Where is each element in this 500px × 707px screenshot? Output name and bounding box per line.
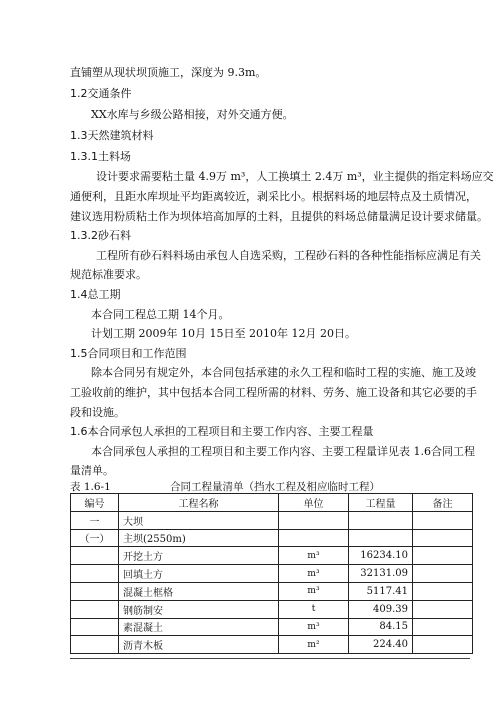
- table-header-row: [71, 494, 473, 512]
- cell-item-name: 开挖土方: [119, 547, 279, 565]
- table-row: [71, 529, 473, 547]
- section-heading-1-2: 1.2交通条件: [70, 87, 132, 100]
- cell-unit: t: [279, 600, 349, 618]
- body-text-line: 量清单。: [70, 464, 114, 477]
- cell-quantity: 224.40: [349, 636, 413, 654]
- table-row: [71, 565, 473, 583]
- section-heading-1-4: 1.4总工期: [70, 288, 121, 301]
- cell-item-name: 素混凝土: [119, 618, 279, 636]
- table-number: 表 1.6-1: [70, 481, 111, 493]
- cell-code: [71, 547, 119, 565]
- header-code: 编号: [71, 494, 119, 512]
- cell-unit: [279, 511, 349, 529]
- table-row: [71, 511, 473, 529]
- cell-code: （一）: [71, 529, 119, 547]
- cell-quantity: 5117.41: [349, 582, 413, 600]
- cell-unit: m³: [279, 618, 349, 636]
- cell-quantity: 32131.09: [349, 565, 413, 583]
- table-title: 合同工程量清单（挡水工程及相应临时工程）: [170, 481, 380, 493]
- body-text-line: 设计要求需要粘土量 4.9万 m³，人工换填土 2.4万 m³，业主提供的指定料场应交: [96, 170, 494, 183]
- cell-code: 一: [71, 511, 119, 529]
- cell-unit: m³: [279, 565, 349, 583]
- table-row: [71, 636, 473, 654]
- cell-item-name: 回填土方: [119, 565, 279, 583]
- cell-code: [71, 636, 119, 654]
- section-heading-1-6: 1.6本合同承包人承担的工程项目和主要工作内容、主要工程量: [70, 425, 374, 438]
- cell-remarks: [413, 511, 473, 529]
- cell-quantity: 16234.10: [349, 547, 413, 565]
- cell-remarks: [413, 582, 473, 600]
- body-text-line: 本合同工程总工期 14个月。: [91, 308, 230, 321]
- cell-remarks: [413, 636, 473, 654]
- cell-remarks: [413, 565, 473, 583]
- cell-item-name: 混凝土框格: [119, 582, 279, 600]
- header-remarks: 备注: [413, 494, 473, 512]
- cell-quantity: 84.15: [349, 618, 413, 636]
- section-heading-1-3-1: 1.3.1土料场: [70, 150, 131, 163]
- cell-quantity: 409.39: [349, 600, 413, 618]
- body-text-line: 段和设施。: [70, 406, 125, 419]
- cell-unit: [279, 529, 349, 547]
- cell-remarks: [413, 600, 473, 618]
- quantity-table: [70, 493, 473, 654]
- cell-unit: m³: [279, 582, 349, 600]
- cell-quantity: [349, 529, 413, 547]
- cell-quantity: [349, 511, 413, 529]
- body-text-line: 本合同承包人承担的工程项目和主要工作内容、主要工程量详见表 1.6合同工程: [91, 445, 475, 458]
- section-heading-1-3: 1.3天然建筑材料: [70, 129, 154, 142]
- cell-remarks: [413, 547, 473, 565]
- cell-code: [71, 565, 119, 583]
- body-text-line: 计划工期 2009年 10月 15日至 2010年 12月 20日。: [91, 327, 356, 340]
- header-unit: 单位: [279, 494, 349, 512]
- body-text-line: XX水库与乡级公路相接，对外交通方便。: [91, 108, 294, 121]
- table-row: [71, 618, 473, 636]
- cell-remarks: [413, 618, 473, 636]
- cell-code: [71, 582, 119, 600]
- body-text-line: 直铺塑从现状坝顶施工，深度为 9.3m。: [70, 66, 267, 79]
- cell-code: [71, 618, 119, 636]
- cell-code: [71, 600, 119, 618]
- cell-unit: m²: [279, 636, 349, 654]
- body-text-line: 规范标准要求。: [70, 268, 147, 281]
- body-text-line: 工程所有砂石料料场由承包人自选采购，工程砂石料的各种性能指标应满足有关: [96, 249, 481, 262]
- cell-unit: m³: [279, 547, 349, 565]
- cell-remarks: [413, 529, 473, 547]
- header-item-name: 工程名称: [119, 494, 279, 512]
- body-text-line: 工验收前的维护，其中包括本合同工程所需的材料、劳务、施工设备和其它必要的手: [70, 386, 477, 399]
- header-quantity: 工程量: [349, 494, 413, 512]
- table-row: [71, 600, 473, 618]
- cell-item-name: 钢筋制安: [119, 600, 279, 618]
- body-text-line: 通便利，且距水库坝址平均距离较近，剥采比小。根据料场的地层特点及土质情况，: [70, 190, 477, 203]
- body-text-line: 除本合同另有规定外，本合同包括承建的永久工程和临时工程的实施、施工及竣: [91, 366, 476, 379]
- table-row: [71, 547, 473, 565]
- body-text-line: 建议选用粉质粘土作为坝体培高加厚的土料，且提供的料场总储量满足设计要求储量。: [70, 210, 488, 223]
- page-footer-rule: [70, 658, 470, 659]
- cell-item-name: 主坝(2550m): [119, 529, 279, 547]
- cell-item-name: 大坝: [119, 511, 279, 529]
- section-heading-1-5: 1.5合同项目和工作范围: [70, 347, 187, 360]
- table-row: [71, 582, 473, 600]
- section-heading-1-3-2: 1.3.2砂石料: [70, 229, 131, 242]
- cell-item-name: 沥青木板: [119, 636, 279, 654]
